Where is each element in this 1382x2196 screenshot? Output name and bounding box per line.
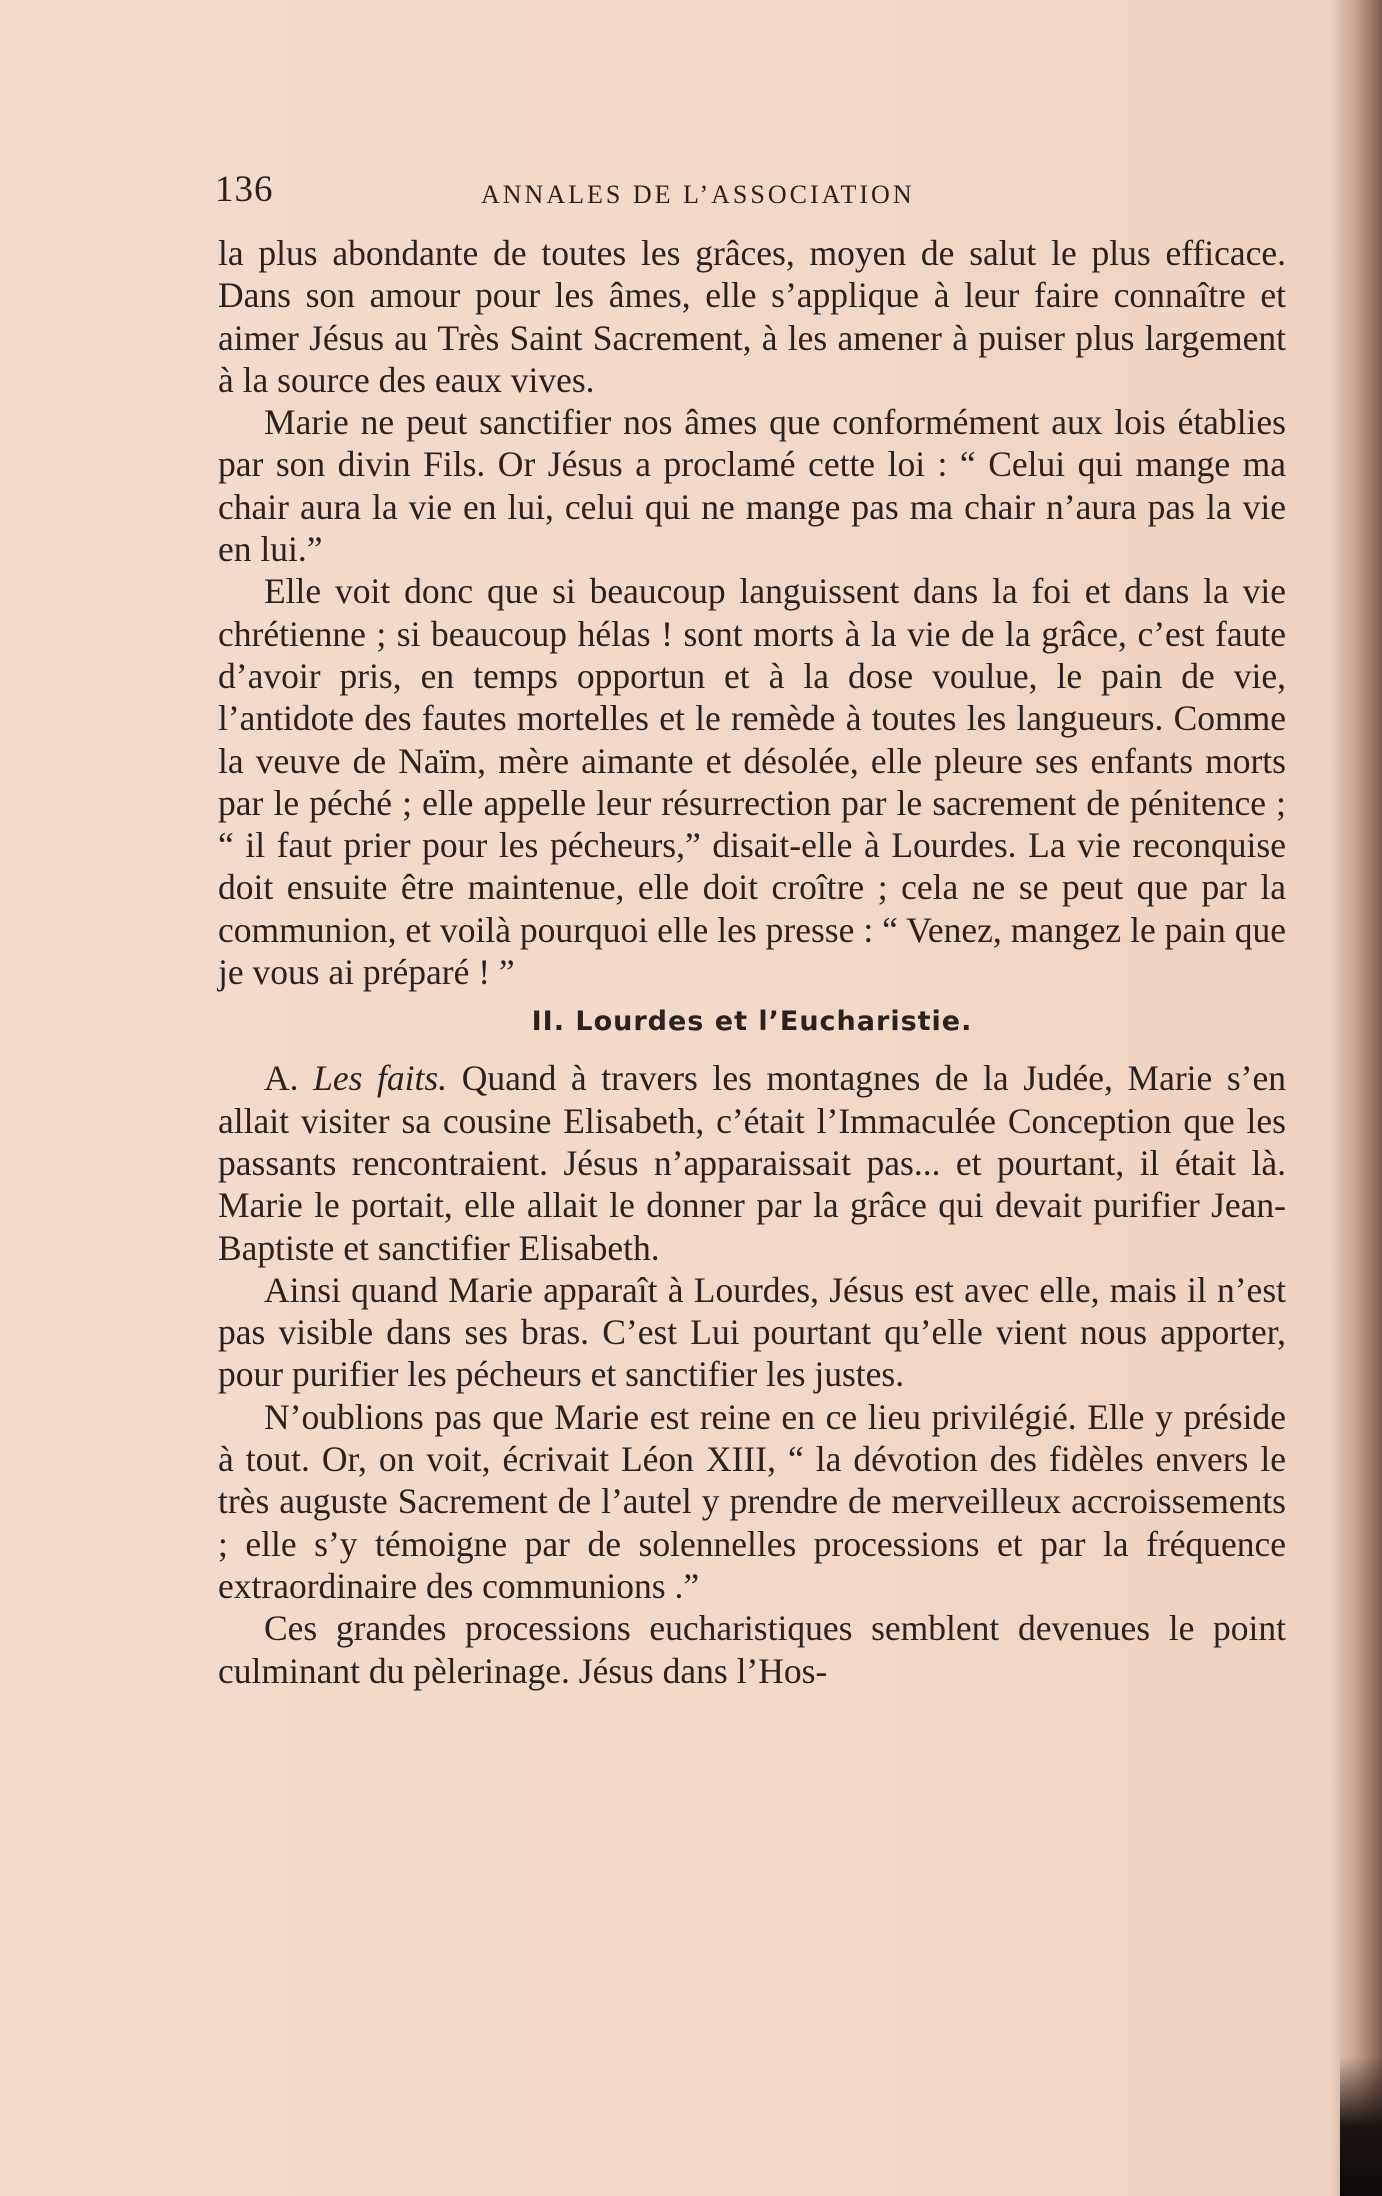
- section-first-paragraph: [218, 1057, 1286, 1268]
- running-head: ANNALES DE L’ASSOCIATION: [481, 180, 915, 209]
- page-corner-shadow: [1340, 2056, 1382, 2196]
- paragraph: la plus abondante de toutes les grâces, moyen de salut le plus efficace. Dans son amour pour les âmes, elle s’applique à leur faire connaître et aimer Jésus au Très Saint Sacrement, à les amener à puiser plus largement à la source des eaux vives.: [218, 233, 1286, 400]
- section-first-text: Quand à travers les montagnes de la Judée, Marie s’en allait visiter sa cousine Elisabeth, c’était l’Immaculée Conception que les passants rencontraient. Jésus n’apparaissait pas... et pourtant, il était là. Marie le portait, elle allait le donner par la grâce qui devait purifier Jean-Baptiste et sanctifier Elisabeth.: [218, 1058, 1287, 1268]
- page-edge: [1344, 0, 1382, 2196]
- paragraph: N’oublions pas que Marie est reine en ce lieu privilégié. Elle y préside à tout. Or, on voit, écrivait Léon XIII, “ la dévotion des fidèles envers le très auguste Sacrement de l’autel y prendre de merveilleux accroissements ; elle s’y témoigne par de solennelles processions et par la fréquence extraordinaire des communions .”: [218, 1396, 1286, 1606]
- paragraph: Ainsi quand Marie apparaît à Lourdes, Jésus est avec elle, mais il n’est pas visible dans ses bras. C’est Lui pourtant qu’elle vient nous apporter, pour purifier les pécheurs et sanctifier les justes.: [218, 1269, 1286, 1395]
- binding-shadow: [1330, 0, 1344, 2196]
- paragraph: Ces grandes processions eucharistiques semblent devenues le point culminant du pèlerinage. Jésus dans l’Hos-: [218, 1608, 1286, 1691]
- paragraph: Marie ne peut sanctifier nos âmes que conformément aux lois établies par son divin Fils. Or Jésus a proclamé cette loi : “ Celui qui mange ma chair aura la vie en lui, celui qui ne mange pas ma chair n’aura pas la vie en lui.”: [218, 402, 1286, 570]
- page-number: 136: [215, 169, 274, 210]
- section-label: A.: [264, 1058, 299, 1099]
- body-text: [218, 232, 1286, 1692]
- section-label-italic: Les faits.: [313, 1058, 448, 1099]
- paragraph: Elle voit donc que si beaucoup languissent dans la foi et dans la vie chrétienne ; si beaucoup hélas ! sont morts à la vie de la grâce, c’est faute d’avoir pris, en temps opportun et à la dose voulue, le pain de vie, l’antidote des fautes mortelles et le remède à toutes les langueurs. Comme la veuve de Naïm, mère aimante et désolée, elle pleure ses enfants morts par le péché ; elle appelle leur résurrection par le sacrement de pénitence ; “ il faut prier pour les pécheurs,” disait-elle à Lourdes. La vie reconquise doit ensuite être maintenue, elle doit croître ; cela ne se peut que par la communion, et voilà pourquoi elle les presse : “ Venez, mangez le pain que je vous ai préparé ! ”: [218, 571, 1286, 993]
- page-header: [215, 168, 1290, 218]
- section-heading: II. Lourdes et l’Eucharistie.: [531, 1006, 973, 1038]
